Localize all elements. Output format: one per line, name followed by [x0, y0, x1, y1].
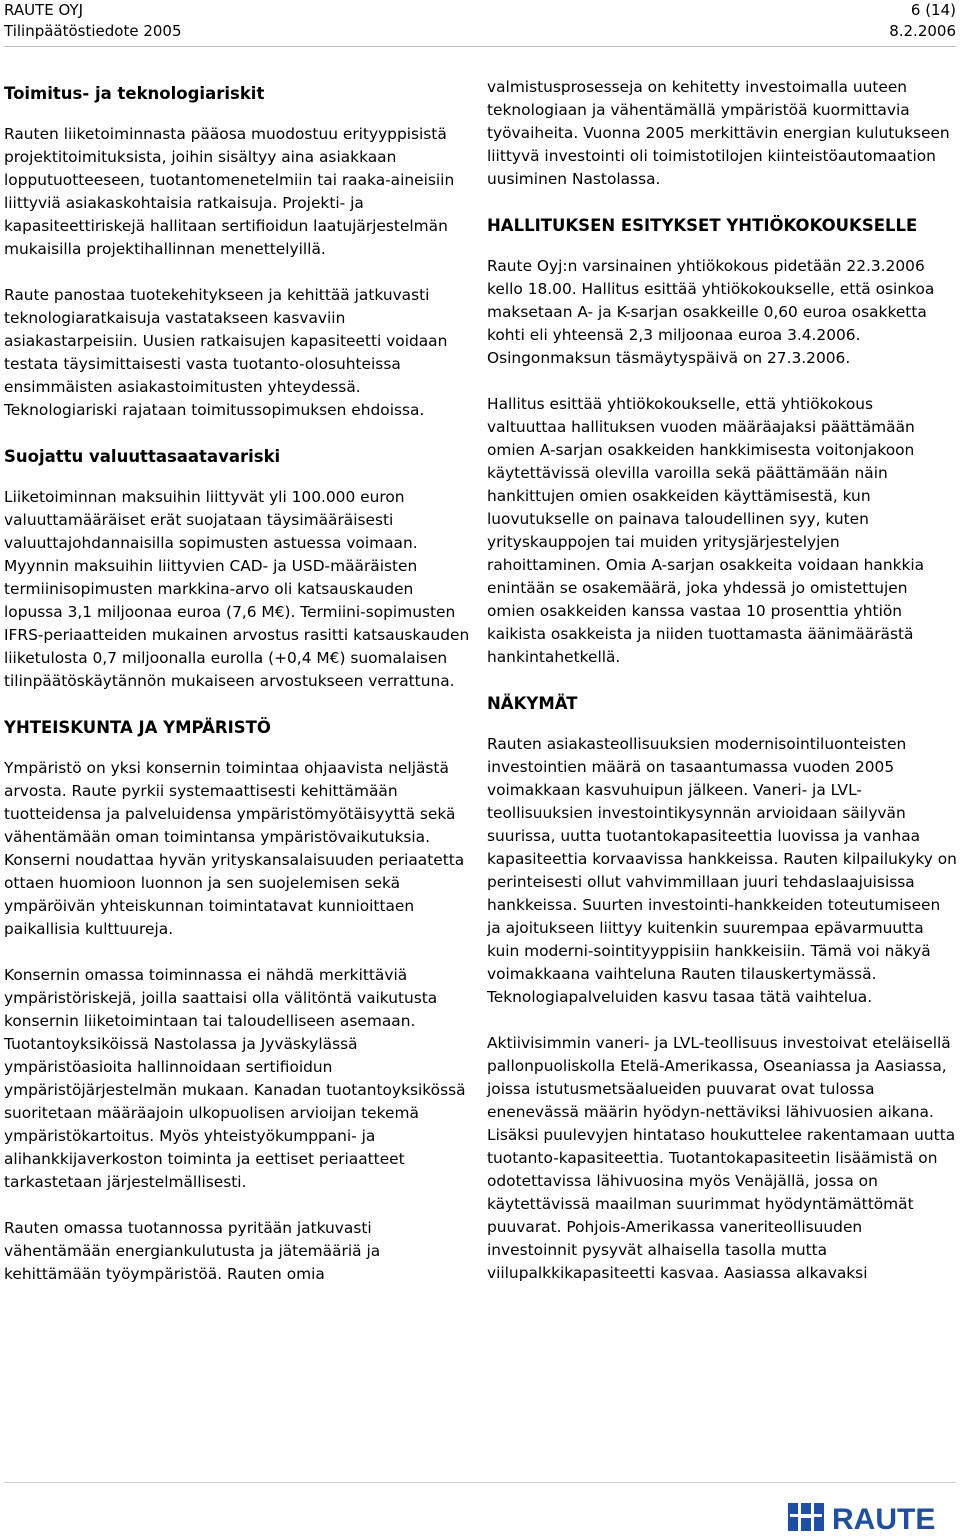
left-column — [4, 76, 476, 1309]
section-heading-society-environment: YHTEISKUNTA JA YMPÄRISTÖ — [4, 718, 271, 737]
paragraph: Aktiivisimmin vaneri- ja LVL-teollisuus investoivat eteläisellä pallonpuoliskolla Etelä-Amerikassa, Oseaniassa ja Aasiassa, joissa istutusmetsäalueiden puuvarat ovat tulossa enenevässä määrin hyödyn-nettäviksi lähivuosien aikana. Lisäksi puulevyjen hintataso houkuttelee rakentamaan uutta tuotanto-kapasiteettia. Tuotantokapasiteetin lisäämistä on odotettavissa lähivuosina myös Venäjällä, jossa on käytettävissä maailman suurimmat hyödyntämättömät puuvarat. Pohjois-Amerikassa vaneriteollisuuden investoinnit pysyvät alhaisella tasolla mutta viilupalkkikapasiteetti kasvaa. Aasiassa alkavaksi — [487, 1034, 956, 1282]
company-name: RAUTE OYJ — [4, 1, 84, 19]
footer-divider — [4, 1482, 956, 1483]
paragraph: Liiketoiminnan maksuihin liittyvät yli 100.000 euron valuuttamääräiset erät suojataan täysimääräisesti valuuttajohdannaisilla sopimusten astuessa voimaan. Myynnin maksuihin liittyvien CAD- ja USD-määräisten termiinisopimusten markkina-arvo oli katsauskauden lopussa 3,1 miljoonaa euroa (7,6 M€). Termiini-sopimusten IFRS-periaatteiden mukainen arvostus rasitti katsauskauden liiketulosta 0,7 miljoonalla eurolla (+0,4 M€) suomalaisen tilinpäätöskäytännön mukaiseen arvostukseen verrattuna. — [4, 488, 470, 690]
paragraph: Ympäristö on yksi konsernin toimintaa ohjaavista neljästä arvosta. Raute pyrkii systemaattisesti kehittämään tuotteidensa ja palveluidensa ympäristömyötäisyyttä sekä vähentämään oman toimintansa ympäristövaikutuksia. Konserni noudattaa hyvän yrityskansalaisuuden periaatetta ottaen huomioon luonnon ja sen suojelemisen sekä ympäröivän yhteiskunnan toimintatavat kunnioittaen paikallisia kulttuureja. — [4, 759, 465, 938]
document-date: 8.2.2006 — [889, 22, 956, 40]
right-column — [487, 76, 957, 1308]
page-number: 6 (14) — [910, 1, 956, 19]
paragraph: Hallitus esittää yhtiökokoukselle, että yhtiökokous valtuuttaa hallituksen vuoden määräajaksi päättämään omien A-sarjan osakkeiden hankkimisesta voitonjakoon käytettävissä olevilla varoilla sekä päättämään näin hankittujen omien osakkeiden käyttämisestä, kun luovutukselle on painava taloudellinen syy, kuten yrityskauppojen tai muiden yritysjärjestelyjen rahoittaminen. Omia A-sarjan osakkeita voidaan hankkia enintään se osakemäärä, joka yhdessä jo omistettujen omien osakkeiden kanssa vastaa 10 prosenttia yhtiön kaikista osakkeista ja niiden tuottamasta äänimäärästä hankintahetkellä. — [487, 395, 925, 666]
paragraph: Raute Oyj:n varsinainen yhtiökokous pidetään 22.3.2006 kello 18.00. Hallitus esittää yhtiökokoukselle, että osinkoa maksetaan A- ja K-sarjan osakkeille 0,60 euroa osakketta kohti eli yhteensä 2,3 miljoonaa euroa 3.4.2006. Osingonmaksun täsmäytyspäivä on 27.3.2006. — [487, 257, 935, 367]
document-title: Tilinpäätöstiedote 2005 — [4, 22, 182, 40]
page-header-left — [4, 0, 182, 42]
paragraph: Konsernin omassa toiminnassa ei nähdä merkittäviä ympäristöriskejä, joilla saattaisi olla välitöntä vaikutusta konsernin liiketoimintaan tai taloudelliseen asemaan. Tuotantoyksiköissä Nastolassa ja Jyväskylässä ympäristöasioita hallinnoidaan sertifioidun ympäristöjärjestelmän mukaan. Kanadan tuotantoyksikössä suoritetaan määräajoin ulkopuolisen arvioijan tekemä ympäristökartoitus. Myös yhteistyökumppani- ja alihankkijaverkoston toiminta ja eettiset periaatteet tarkastetaan järjestelmällisesti. — [4, 966, 466, 1191]
header-divider — [4, 46, 956, 47]
section-heading-board-proposals: HALLITUKSEN ESITYKSET YHTIÖKOKOUKSELLE — [487, 216, 918, 235]
section-heading-currency-risk: Suojattu valuuttasaatavariski — [4, 447, 281, 466]
paragraph: Rauten omassa tuotannossa pyritään jatkuvasti vähentämään energiankulutusta ja jätemääriä ja kehittämään työympäristöä. Rauten omia — [4, 1219, 381, 1283]
section-heading-delivery-risks: Toimitus- ja teknologiariskit — [4, 84, 265, 103]
paragraph: Rauten liiketoiminnasta pääosa muodostuu erityyppisistä projektitoimituksista, joihin sisältyy aina asiakkaan lopputuotteeseen, tuotantomenetelmiin tai raaka-aineisiin liittyviä asiakaskohtaisia ratkaisuja. Projekti- ja kapasiteettiriskejä hallitaan sertifioidun laatujärjestelmän mukaisilla projektihallinnan menettelyillä. — [4, 125, 455, 258]
paragraph: Rauten asiakasteollisuuksien modernisointiluonteisten investointien määrä on tasaantumassa vuoden 2005 voimakkaan kasvuhuipun jälkeen. Vaneri- ja LVL-teollisuuksien investointikysynnän arvioidaan säilyvän suurissa, uutta tuotantokapasiteettia luovissa ja vanhaa kapasiteettia korvaavissa hankkeissa. Rauten kilpailukyky on perinteisesti ollut vahvimmillaan juuri tehdaslaajuisissa hankkeissa. Suurten investointi-hankkeiden toteutumiseen ja ajoitukseen liittyy kuitenkin suurempaa epävarmuutta kuin moderni-sointityyppisiin hankkeisiin. Tämä voi näkyä voimakkaana vaihteluna Rauten tilauskertymässä. Teknologiapalveluiden kasvu tasaa tätä vaihtelua. — [487, 735, 957, 1006]
raute-logo — [788, 1500, 958, 1534]
raute-logo-text: RAUTE — [832, 1503, 936, 1534]
page-header-right — [889, 0, 956, 42]
paragraph: valmistusprosesseja on kehitetty investoimalla uuteen teknologiaan ja vähentämällä ympäristöä kuormittavia työvaiheita. Vuonna 2005 merkittävin energian kulutukseen liittyvä investointi oli toimistotilojen kiinteistöautomaation uusiminen Nastolassa. — [487, 78, 950, 188]
section-heading-outlook: NÄKYMÄT — [487, 694, 578, 713]
raute-logo-icon — [788, 1503, 824, 1531]
paragraph: Raute panostaa tuotekehitykseen ja kehittää jatkuvasti teknologiaratkaisuja vastatakseen kasvaviin asiakastarpeisiin. Uusien ratkaisujen kapasiteetti voidaan testata täysimittaisesti vasta tuotanto-olosuhteissa ensimmäisten asiakastoimitusten yhteydessä. Teknologiariski rajataan toimitussopimuksen ehdoissa. — [4, 286, 448, 419]
